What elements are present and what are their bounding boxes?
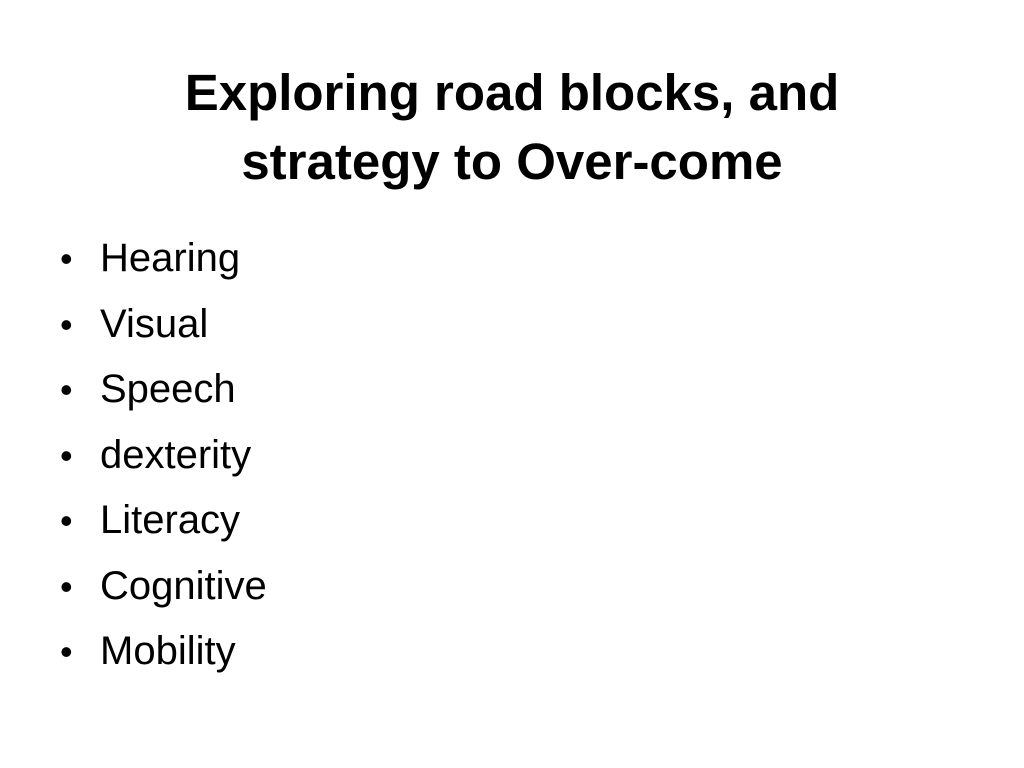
list-item-literacy [56,488,267,554]
list-item-cognitive [56,554,267,620]
list-item-label: Literacy [100,498,241,542]
list-item-label: Speech [100,367,236,411]
bullet-icon: • [60,238,73,279]
list-item-visual [56,292,267,358]
list-item-speech [56,357,267,423]
bullet-icon: • [60,631,73,672]
list-item-hearing [56,226,267,292]
bullet-icon: • [60,500,73,541]
list-item-label: dexterity [100,432,252,477]
bullet-list [56,226,267,685]
list-item-dexterity [56,423,267,489]
slide-title-line-1: Exploring road blocks, and [184,64,840,121]
list-item-label: Cognitive [100,563,267,608]
bullet-icon: • [60,369,73,410]
bullet-icon: • [60,565,73,607]
list-item-label: Visual [100,301,209,346]
slide-title-line-2: strategy to Over-come [241,133,783,190]
list-item-label: Hearing [100,236,241,280]
list-item-mobility [56,619,267,685]
slide-title [0,58,1024,196]
list-item-label: Mobility [100,629,236,673]
bullet-icon: • [60,434,73,476]
bullet-icon: • [60,303,73,345]
